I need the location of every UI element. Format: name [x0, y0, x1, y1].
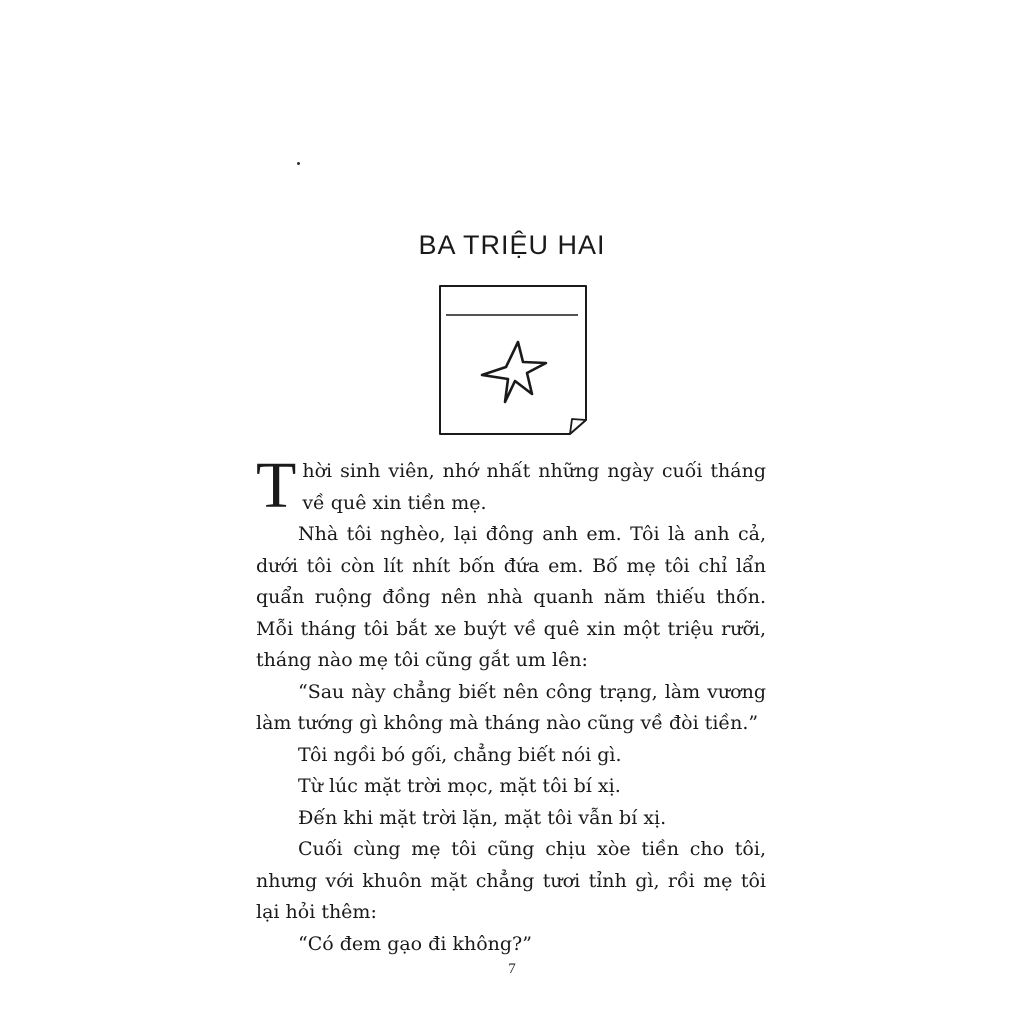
chapter-body: [256, 449, 766, 960]
paragraph-4: Tôi ngồi bó gối, chẳng biết nói gì.: [298, 743, 622, 766]
chapter-title: BA TRIỆU HAI: [418, 230, 606, 261]
print-speck: [297, 162, 300, 165]
sticky-note-star-icon: [436, 282, 590, 438]
paragraph-5: Từ lúc mặt trời mọc, mặt tôi bí xị.: [298, 775, 621, 797]
paragraph-1-text: hời sinh viên, nhớ nhất những ngày cuối tháng về quê xin tiền mẹ.: [302, 460, 766, 514]
drop-cap: T: [256, 449, 297, 522]
paragraph-6: Đến khi mặt trời lặn, mặt tôi vẫn bí xị.: [298, 806, 667, 829]
paragraph-2: Nhà tôi nghèo, lại đông anh em. Tôi là anh cả, dưới tôi còn lít nhít bốn đứa em. Bố mẹ tôi chỉ lẩn quẩn ruộng đồng nên nhà quanh năm thiếu thốn. Mỗi tháng tôi bắt xe buýt về quê xin một triệu rưỡi, tháng nào mẹ tôi cũng gắt um lên:: [256, 523, 766, 671]
paragraph-7: Cuối cùng mẹ tôi cũng chịu xòe tiền cho tôi, nhưng với khuôn mặt chẳng tươi tỉnh gì, rồi mẹ tôi lại hỏi thêm:: [256, 838, 766, 923]
paragraph-1: [256, 449, 766, 522]
paragraph-3: “Sau này chẳng biết nên công trạng, làm vương làm tướng gì không mà tháng nào cũng về đòi tiền.”: [256, 680, 766, 734]
page-number: 7: [508, 961, 516, 977]
paragraph-8: “Có đem gạo đi không?”: [298, 932, 532, 955]
